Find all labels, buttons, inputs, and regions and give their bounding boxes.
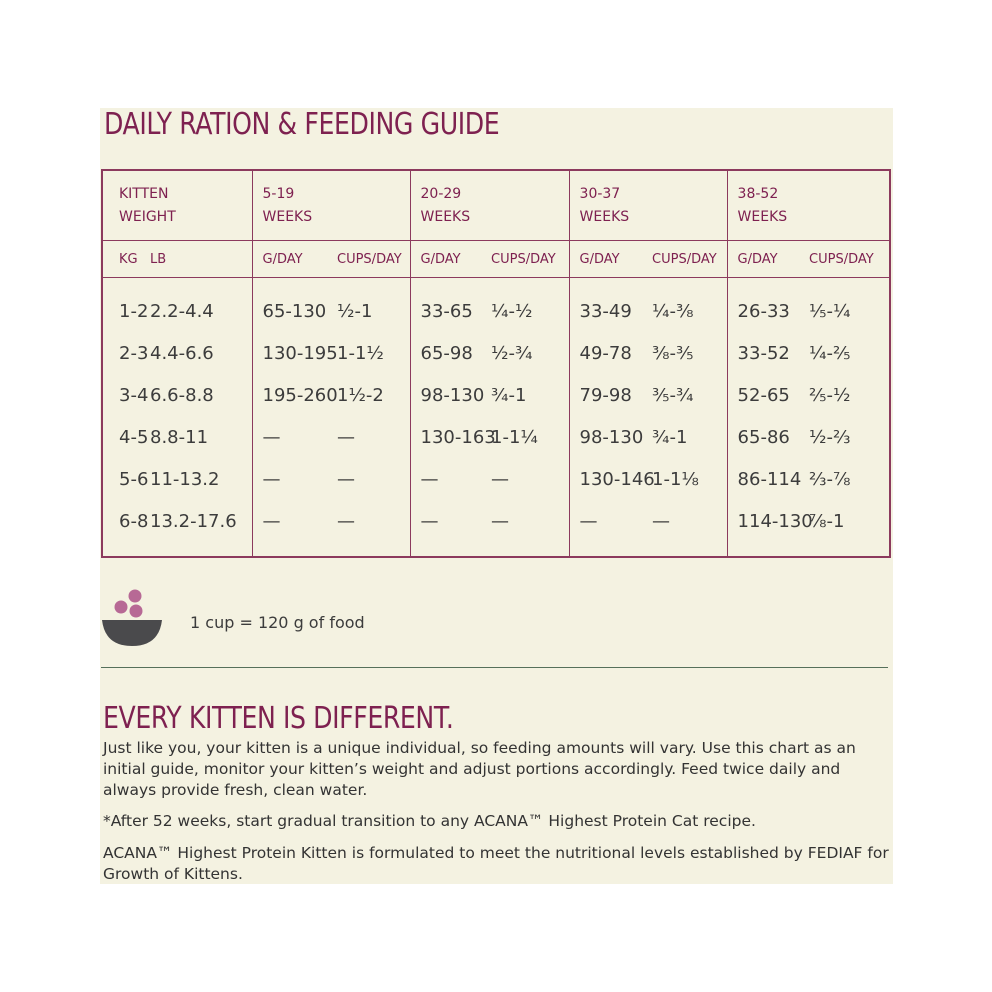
weight-lb-cell: 13.2-17.6: [150, 510, 237, 532]
page-title: DAILY RATION & FEEDING GUIDE: [104, 107, 500, 142]
header-kitten-weight: [102, 170, 252, 241]
header-period-2: [410, 170, 569, 241]
grams-per-day-cell: 65-98: [410, 332, 491, 374]
grams-per-day-cell: 65-86: [727, 416, 809, 458]
cups-per-day-cell: ⅕-¼: [809, 300, 851, 322]
subheader-cups-day: CUPS/DAY: [652, 241, 727, 278]
table-header-row: [102, 170, 890, 241]
table-row: [102, 416, 890, 458]
intro-paragraph: Just like you, your kitten is a unique individual, so feeding amounts will vary. Use this chart as an initial guide, monitor your kitten’s weight and adjust portions accordingly. Feed twice daily and always provide fresh, clean water.: [103, 739, 856, 799]
transition-note: *After 52 weeks, start gradual transition to any ACANA™ Highest Protein Cat recipe.: [103, 812, 756, 830]
cups-per-day-cell: ⅗-¾: [652, 384, 694, 406]
cups-per-day-cell: —: [491, 468, 510, 490]
cups-per-day-cell: ⅞-1: [809, 510, 845, 532]
cups-per-day-cell: ¾-1: [652, 426, 688, 448]
header-period-line1: 5-19: [262, 185, 295, 202]
grams-per-day-cell: 98-130: [569, 416, 652, 458]
subheader-cups-day: CUPS/DAY: [809, 241, 890, 278]
subheader-cups-day: CUPS/DAY: [491, 241, 569, 278]
grams-per-day-cell: 98-130: [410, 374, 491, 416]
header-period-line2: WEEKS: [579, 208, 630, 225]
cups-per-day-cell: —: [337, 468, 355, 490]
cups-per-day-cell: 1-1⅛: [652, 468, 699, 490]
grams-per-day-cell: 79-98: [569, 374, 652, 416]
section-title: EVERY KITTEN IS DIFFERENT.: [103, 701, 454, 736]
cups-per-day-cell: ¼-⅖: [809, 342, 851, 364]
grams-per-day-cell: —: [252, 416, 337, 458]
cups-per-day-cell: —: [337, 426, 355, 448]
table-spacer: [102, 278, 890, 291]
header-period-1: [252, 170, 410, 241]
grams-per-day-cell: 52-65: [727, 374, 809, 416]
header-weight-line2: WEIGHT: [119, 208, 176, 225]
table-row: [102, 290, 890, 332]
feeding-table: [101, 169, 891, 558]
table-subheader-row: [102, 241, 890, 278]
grams-per-day-cell: 26-33: [727, 290, 809, 332]
weight-kg-cell: 5-6: [119, 468, 149, 490]
grams-per-day-cell: —: [252, 500, 337, 542]
header-period-line1: 30-37: [579, 185, 621, 202]
grams-per-day-cell: 130-146: [569, 458, 652, 500]
table-row: [102, 332, 890, 374]
weight-lb-cell: 6.6-8.8: [150, 384, 214, 406]
section-divider: [101, 667, 888, 668]
grams-per-day-cell: 33-49: [569, 290, 652, 332]
table-row: [102, 374, 890, 416]
header-weight-line1: KITTEN: [119, 185, 169, 202]
subheader-cups-day: CUPS/DAY: [337, 241, 410, 278]
grams-per-day-cell: 195-260: [252, 374, 337, 416]
table-bottom-padding: [102, 542, 890, 557]
weight-lb-cell: 11-13.2: [150, 468, 220, 490]
cups-per-day-cell: —: [337, 510, 355, 532]
header-period-line2: WEEKS: [262, 208, 313, 225]
cups-per-day-cell: ³⁄₈-⅗: [652, 342, 694, 364]
cups-per-day-cell: ¼-³⁄₈: [652, 300, 694, 322]
table-row: [102, 500, 890, 542]
cups-per-day-cell: ½-1: [337, 300, 373, 322]
table-row: [102, 458, 890, 500]
header-period-line1: 20-29: [420, 185, 462, 202]
cups-per-day-cell: 1-1¼: [491, 426, 538, 448]
cups-per-day-cell: 1-1½: [337, 342, 384, 364]
weight-kg-cell: 1-2: [119, 300, 149, 322]
cups-per-day-cell: ¾-1: [491, 384, 527, 406]
food-bowl-icon: [100, 588, 164, 648]
subheader-kg: KG: [102, 241, 150, 278]
grams-per-day-cell: 86-114: [727, 458, 809, 500]
header-period-3: [569, 170, 727, 241]
subheader-g-day: G/DAY: [252, 241, 337, 278]
subheader-lb: LB: [150, 241, 252, 278]
header-period-4: [727, 170, 890, 241]
grams-per-day-cell: 65-130: [252, 290, 337, 332]
weight-lb-cell: 4.4-6.6: [150, 342, 214, 364]
weight-kg-cell: 2-3: [119, 342, 149, 364]
table-body: [102, 290, 890, 542]
cups-per-day-cell: ½-¾: [491, 342, 533, 364]
cups-per-day-cell: ½-⅔: [809, 426, 851, 448]
cups-per-day-cell: ⅔-⅞: [809, 468, 851, 490]
weight-lb-cell: 8.8-11: [150, 426, 209, 448]
grams-per-day-cell: —: [569, 500, 652, 542]
cups-per-day-cell: —: [652, 510, 671, 532]
weight-kg-cell: 6-8: [119, 510, 149, 532]
header-period-line1: 38-52: [737, 185, 779, 202]
grams-per-day-cell: 130-195: [252, 332, 337, 374]
grams-per-day-cell: 49-78: [569, 332, 652, 374]
cup-conversion-note: 1 cup = 120 g of food: [190, 613, 365, 632]
weight-kg-cell: 4-5: [119, 426, 149, 448]
cups-per-day-cell: —: [491, 510, 510, 532]
cups-per-day-cell: 1½-2: [337, 384, 384, 406]
grams-per-day-cell: 130-163: [410, 416, 491, 458]
grams-per-day-cell: 33-52: [727, 332, 809, 374]
grams-per-day-cell: —: [410, 500, 491, 542]
cups-per-day-cell: ⅖-½: [809, 384, 851, 406]
grams-per-day-cell: —: [252, 458, 337, 500]
weight-lb-cell: 2.2-4.4: [150, 300, 214, 322]
subheader-g-day: G/DAY: [727, 241, 809, 278]
weight-kg-cell: 3-4: [119, 384, 149, 406]
grams-per-day-cell: 33-65: [410, 290, 491, 332]
grams-per-day-cell: —: [410, 458, 491, 500]
header-period-line2: WEEKS: [737, 208, 788, 225]
cups-per-day-cell: ¼-½: [491, 300, 533, 322]
grams-per-day-cell: 114-130: [727, 500, 809, 542]
header-period-line2: WEEKS: [420, 208, 471, 225]
fediaf-note: ACANA™ Highest Protein Kitten is formulated to meet the nutritional levels established by FEDIAF for Growth of Kittens.: [103, 844, 889, 883]
subheader-g-day: G/DAY: [569, 241, 652, 278]
subheader-g-day: G/DAY: [410, 241, 491, 278]
